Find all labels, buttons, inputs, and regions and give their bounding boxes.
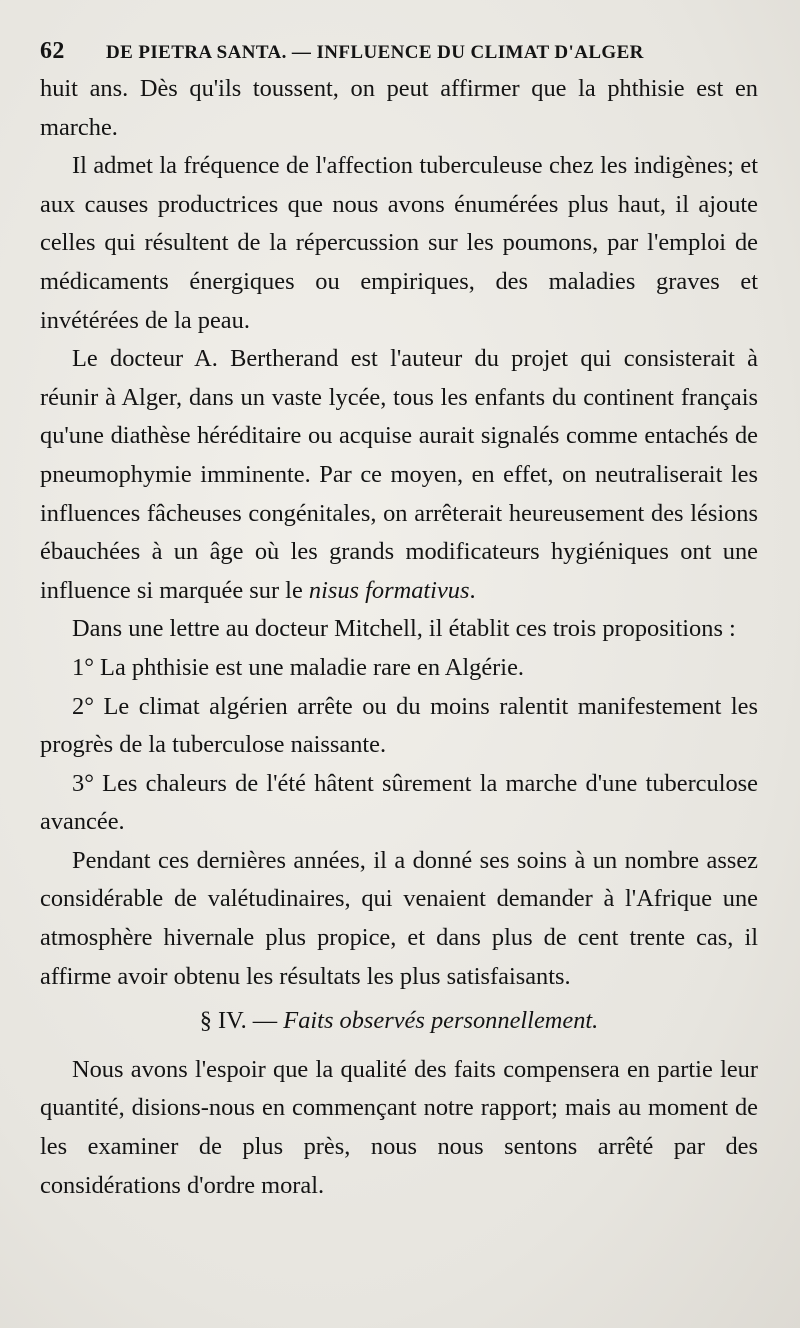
paragraph-2: Il admet la fréquence de l'affection tuberculeuse chez les indigènes; et aux causes productrices que nous avons énumérées plus haut, il ajoute celles qui résultent de la répercussion sur les poumons, par l'emploi de médicaments énergiques ou empiriques, des maladies graves et invétérées de la peau. — [40, 152, 758, 334]
section-number: § IV. — — [199, 1007, 278, 1035]
paragraph-4: Dans une lettre au docteur Mitchell, il établit ces trois propositions : — [72, 615, 736, 643]
running-title: DE PIETRA SANTA. — INFLUENCE DU CLIMAT D'ALGER — [106, 42, 644, 63]
paragraph-6: Nous avons l'espoir que la qualité des faits compensera en partie leur quantité, disions-nous en commençant notre rapport; mais au moment de les examiner de plus près, nous nous sentons arrêté par des considérations d'ordre moral. — [40, 1055, 758, 1199]
proposition-2: 2° Le climat algérien arrête ou du moins ralentit manifestement les progrès de la tuberculose naissante. — [40, 692, 758, 759]
paragraph-3-text: Le docteur A. Bertherand est l'auteur du projet qui consisterait à réunir à Alger, dans un vaste lycée, tous les enfants du continent français qu'une diathèse héréditaire ou acquise aurait signalés comme entachés de pneumophymie imminente. Par ce moyen, en effet, on neutraliserait les influences fâcheuses congénitales, on arrêterait heureusement des lésions ébauchées à un âge où les grands modificateurs hygiéniques ont une influence si marquée sur le — [40, 345, 758, 604]
paragraph-1: huit ans. Dès qu'ils toussent, on peut affirmer que la phthisie est en marche. — [40, 75, 758, 141]
body-text — [40, 70, 758, 1205]
page-number: 62 — [40, 38, 65, 64]
page-header — [40, 38, 760, 68]
paragraph-5: Pendant ces dernières années, il a donné ses soins à un nombre assez considérable de valétudinaires, qui venaient demander à l'Afrique une atmosphère hivernale plus propice, et dans plus de cent trente cas, il affirme avoir obtenu les résultats les plus satisfaisants. — [40, 846, 758, 990]
paragraph-3-italic: nisus formativus — [308, 576, 470, 604]
proposition-3: 3° Les chaleurs de l'été hâtent sûrement la marche d'une tuberculose avancée. — [40, 769, 758, 836]
section-heading — [40, 1002, 758, 1041]
proposition-1: 1° La phthisie est une maladie rare en Algérie. — [72, 653, 525, 681]
paragraph-3 — [40, 340, 758, 610]
paragraph-3-end: . — [469, 576, 476, 604]
section-title: Faits observés personnellement. — [283, 1007, 599, 1035]
